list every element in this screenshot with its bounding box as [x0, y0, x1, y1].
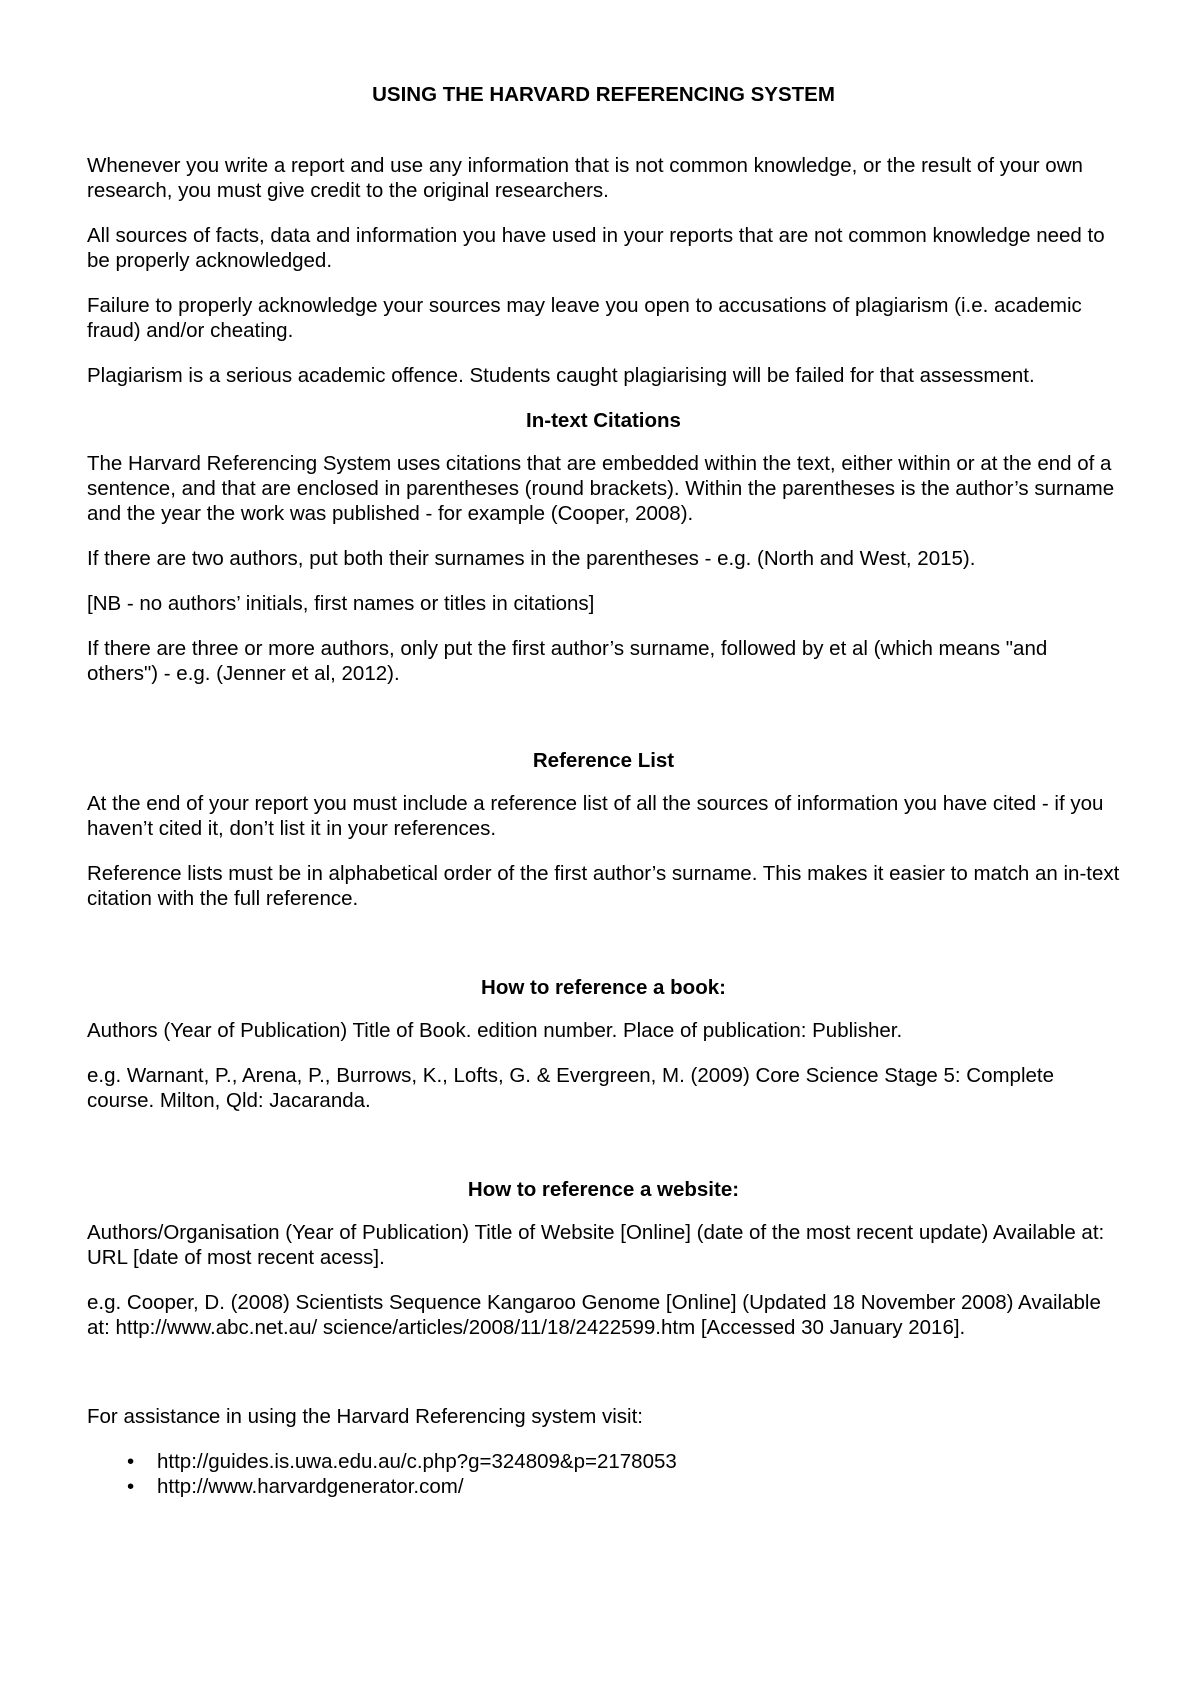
reference-list-paragraph-2: Reference lists must be in alphabetical order of the first author’s surname. This makes it easier to match an in-text citation with the full reference.	[87, 862, 1120, 910]
website-reference-format: Authors/Organisation (Year of Publication) Title of Website [Online] (date of the most recent update) Available at: URL [date of most recent acess].	[87, 1221, 1105, 1269]
list-item	[127, 1449, 1120, 1474]
assistance-text: For assistance in using the Harvard Referencing system visit:	[87, 1405, 644, 1428]
book-reference-heading: How to reference a book:	[481, 976, 726, 999]
reference-list-paragraph-1: At the end of your report you must include a reference list of all the sources of information you have cited - if you haven’t cited it, don’t list it in your references.	[87, 792, 1104, 840]
bullet-icon: •	[127, 1450, 135, 1473]
reference-list-heading: Reference List	[532, 749, 675, 772]
list-item	[127, 1474, 1120, 1499]
in-text-paragraph-3: [NB - no authors’ initials, first names or titles in citations]	[87, 592, 595, 615]
intro-paragraph-2: All sources of facts, data and information you have used in your reports that are not common knowledge need to be properly acknowledged.	[87, 224, 1105, 272]
book-reference-format: Authors (Year of Publication) Title of Book. edition number. Place of publication: Publisher.	[87, 1019, 903, 1042]
intro-paragraph-1: Whenever you write a report and use any information that is not common knowledge, or the result of your own research, you must give credit to the original researchers.	[87, 154, 1083, 202]
assistance-links-list	[87, 1449, 1120, 1499]
website-reference-example: e.g. Cooper, D. (2008) Scientists Sequence Kangaroo Genome [Online] (Updated 18 November 2008) Available at: http://www.abc.net.au/ science/articles/2008/11/18/2422599.htm [Accessed 30 January 2016].	[87, 1291, 1101, 1339]
intro-paragraph-4: Plagiarism is a serious academic offence. Students caught plagiarising will be failed for that assessment.	[87, 364, 1035, 387]
harvard-generator-link[interactable]: http://www.harvardgenerator.com/	[157, 1475, 464, 1498]
document-title: USING THE HARVARD REFERENCING SYSTEM	[372, 83, 835, 106]
website-reference-heading: How to reference a website:	[467, 1178, 740, 1201]
in-text-paragraph-2: If there are two authors, put both their surnames in the parentheses - e.g. (North and West, 2015).	[87, 547, 976, 570]
in-text-paragraph-1: The Harvard Referencing System uses citations that are embedded within the text, either within or at the end of a sentence, and that are enclosed in parentheses (round brackets). Within the parentheses is the author’s surname and the year the work was published - for example (Cooper, 2008).	[87, 452, 1115, 525]
intro-paragraph-3: Failure to properly acknowledge your sources may leave you open to accusations of plagiarism (i.e. academic fraud) and/or cheating.	[87, 294, 1082, 342]
book-reference-example: e.g. Warnant, P., Arena, P., Burrows, K., Lofts, G. & Evergreen, M. (2009) Core Science Stage 5: Complete course. Milton, Qld: Jacaranda.	[87, 1064, 1055, 1112]
uwa-guide-link[interactable]: http://guides.is.uwa.edu.au/c.php?g=324809&p=2178053	[157, 1450, 677, 1473]
in-text-paragraph-4: If there are three or more authors, only put the first author’s surname, followed by et al (which means "and others") - e.g. (Jenner et al, 2012).	[87, 637, 1048, 685]
in-text-citations-heading: In-text Citations	[526, 409, 681, 432]
bullet-icon: •	[127, 1475, 135, 1498]
